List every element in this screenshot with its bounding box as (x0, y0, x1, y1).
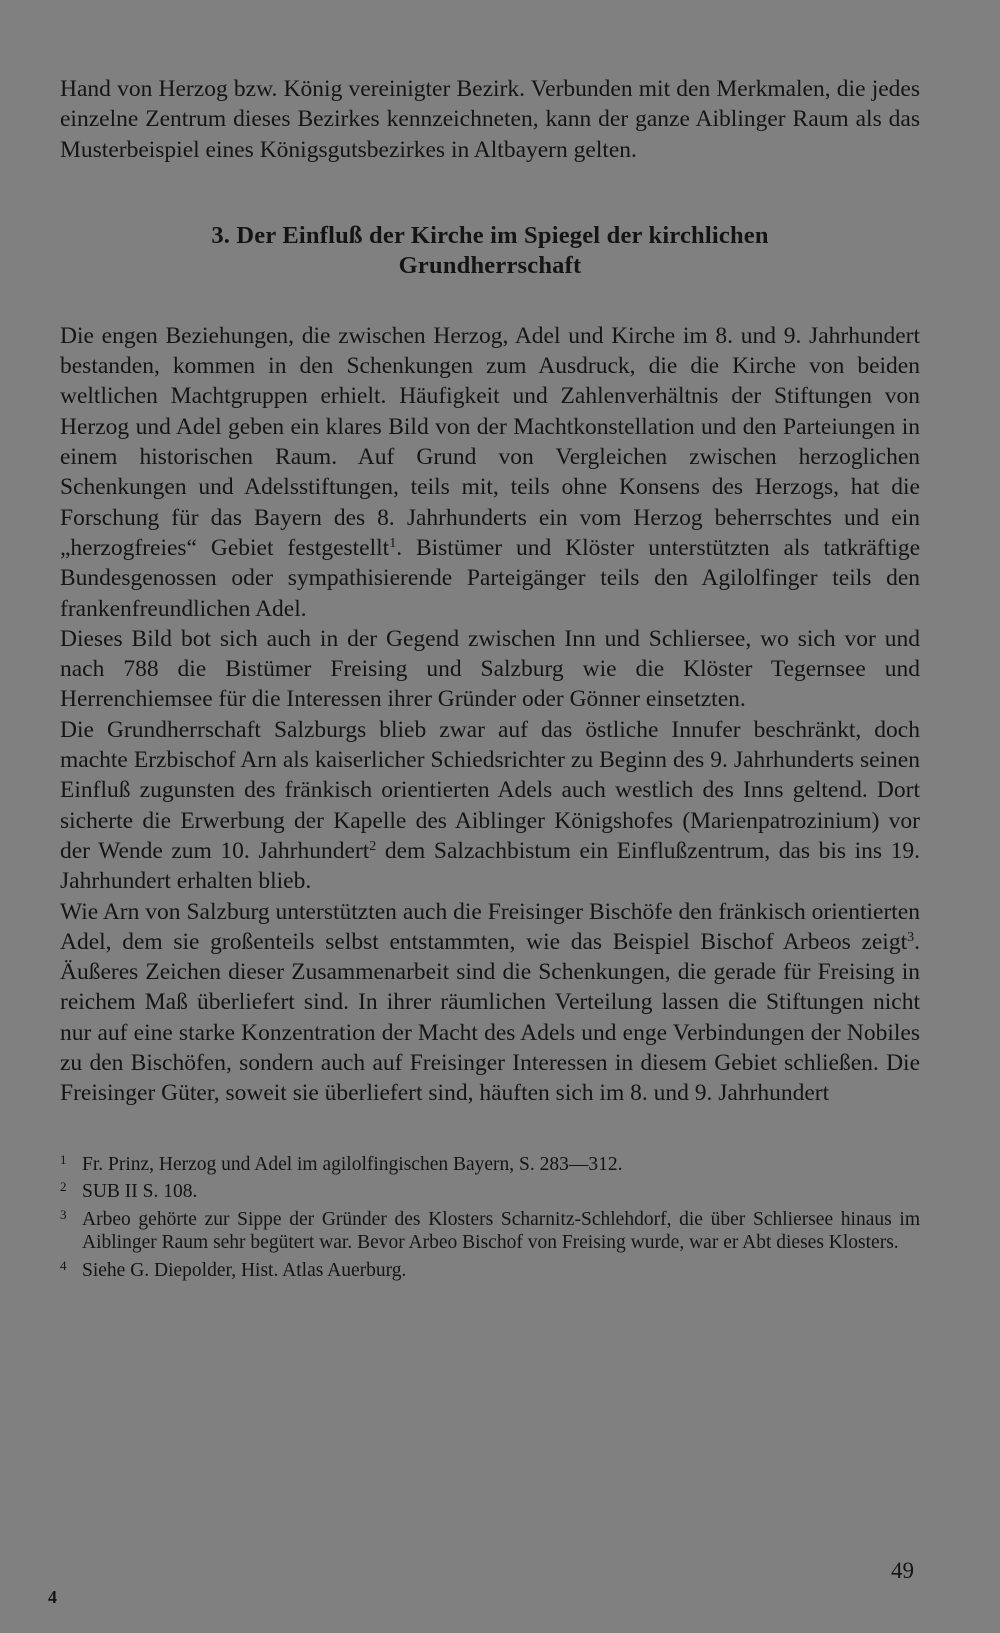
intro-paragraph (60, 74, 920, 165)
footnote-4-number: 4 (60, 1257, 67, 1273)
page-number: 49 (891, 1558, 914, 1583)
footnote-ref-2[interactable]: 2 (369, 838, 377, 854)
section-heading-line-2: Grundherrschaft (398, 251, 582, 279)
body-paragraph-3-text-b: dem Salzachbistum ein Einflußzentrum, das bis ins 19. Jahrhundert erhalten blieb. (60, 837, 920, 895)
body-paragraph-3 (60, 715, 920, 897)
footnote-1 (60, 1149, 920, 1177)
footnote-3-text: Arbeo gehörte zur Sippe der Gründer des Klosters Scharnitz-Schlehdorf, die über Schliersee hinaus im Aiblinger Raum sehr begütert war. Bevor Arbeo Bischof von Freising wurde, war er Abt dieses Klosters. (82, 1209, 920, 1253)
corner-mark: 4 (48, 1587, 57, 1607)
body-paragraph-1-text-a: Die engen Beziehungen, die zwischen Herzog, Adel und Kirche im 8. und 9. Jahrhundert bestanden, kommen in den Schenkungen zum Ausdruck, die die Kirche von beiden weltlichen Machtgruppen erhielt. Häufigkeit und Zahlenverhältnis der Stiftungen von Herzog und Adel geben ein klares Bild von der Machtkonstellation und den Parteiungen in einem historischen Raum. Auf Grund von Vergleichen zwischen herzoglichen Schenkungen und Adelsstiftungen, teils mit, teils ohne Konsens des Herzogs, hat die Forschung für das Bayern des 8. Jahrhunderts ein vom Herzog beherrschtes und ein „herzogfreies“ Gebiet festgestellt (60, 322, 920, 561)
footnote-ref-1[interactable]: 1 (389, 535, 397, 551)
footnote-2-number: 2 (60, 1179, 67, 1195)
intro-text: Hand von Herzog bzw. König vereinigter Bezirk. Verbunden mit den Merkmalen, die jedes einzelne Zentrum dieses Bezirkes kennzeichneten, kann der ganze Aiblinger Raum als das Musterbeispiel eines Königsgutsbezirkes in Altbayern gelten. (60, 76, 920, 163)
body-paragraph-1-text-b: . Bistümer und Klöster unterstützten als tatkräftige Bundesgenossen oder sympathisierende Parteigänger teils den Agilolfinger teils den frankenfreundlichen Adel. (60, 534, 920, 622)
section-heading (60, 221, 920, 281)
page-content (60, 74, 920, 1283)
body-paragraph-3-text-a: Die Grundherrschaft Salzburgs blieb zwar auf das östliche Innufer beschränkt, doch machte Erzbischof Arn als kaiserlicher Schiedsrichter zu Beginn des 9. Jahrhunderts seinen Einfluß zugunsten des fränkisch orientierten Adels auch westlich des Inns geltend. Dort sicherte die Erwerbung der Kapelle des Aiblinger Königshofes (Marienpatrozinium) vor der Wende zum 10. Jahrhundert (60, 716, 920, 864)
footnote-spacer (60, 1109, 920, 1149)
footnote-ref-3[interactable]: 3 (907, 929, 915, 945)
footnote-2-text: SUB II S. 108. (82, 1181, 198, 1203)
footnote-3-number: 3 (60, 1207, 67, 1223)
footnote-2 (60, 1176, 920, 1204)
body-paragraph-4-text-b: . Äußeres Zeichen dieser Zusammenarbeit sind die Schenkungen, die gerade für Freising in reichem Maß überliefert sind. In ihrer räumlichen Verteilung lassen die Stiftungen nicht nur auf eine starke Konzentration der Macht des Adels und enge Verbindungen der Nobiles zu den Bischöfen, sondern auch auf Freisinger Interessen in diesem Gebiet schließen. Die Freisinger Güter, soweit sie überliefert sind, häuften sich im 8. und 9. Jahrhundert (60, 928, 920, 1107)
body-paragraph-4-text-a: Wie Arn von Salzburg unterstützten auch die Freisinger Bischöfe den fränkisch orientierten Adel, dem sie großenteils selbst entstammten, wie das Beispiel Bischof Arbeos zeigt (60, 898, 920, 955)
footnote-1-text: Fr. Prinz, Herzog und Adel im agilolfingischen Bayern, S. 283—312. (82, 1153, 623, 1175)
footnote-1-number: 1 (60, 1151, 67, 1167)
footnote-4 (60, 1255, 920, 1283)
section-heading-line-1: 3. Der Einfluß der Kirche im Spiegel der kirchlichen (211, 221, 769, 249)
body-paragraph-1 (60, 321, 920, 624)
footnotes (60, 1149, 920, 1283)
body-paragraph-2-text: Dieses Bild bot sich auch in der Gegend zwischen Inn und Schliersee, wo sich vor und nach 788 die Bistümer Freising und Salzburg wie die Klöster Tegernsee und Herrenchiemsee für die Interessen ihrer Gründer oder Gönner einsetzten. (60, 625, 920, 713)
body-paragraph-4 (60, 897, 920, 1109)
body-paragraph-2 (60, 624, 920, 715)
footnote-3 (60, 1204, 920, 1255)
footnote-4-text: Siehe G. Diepolder, Hist. Atlas Auerburg. (82, 1259, 407, 1281)
